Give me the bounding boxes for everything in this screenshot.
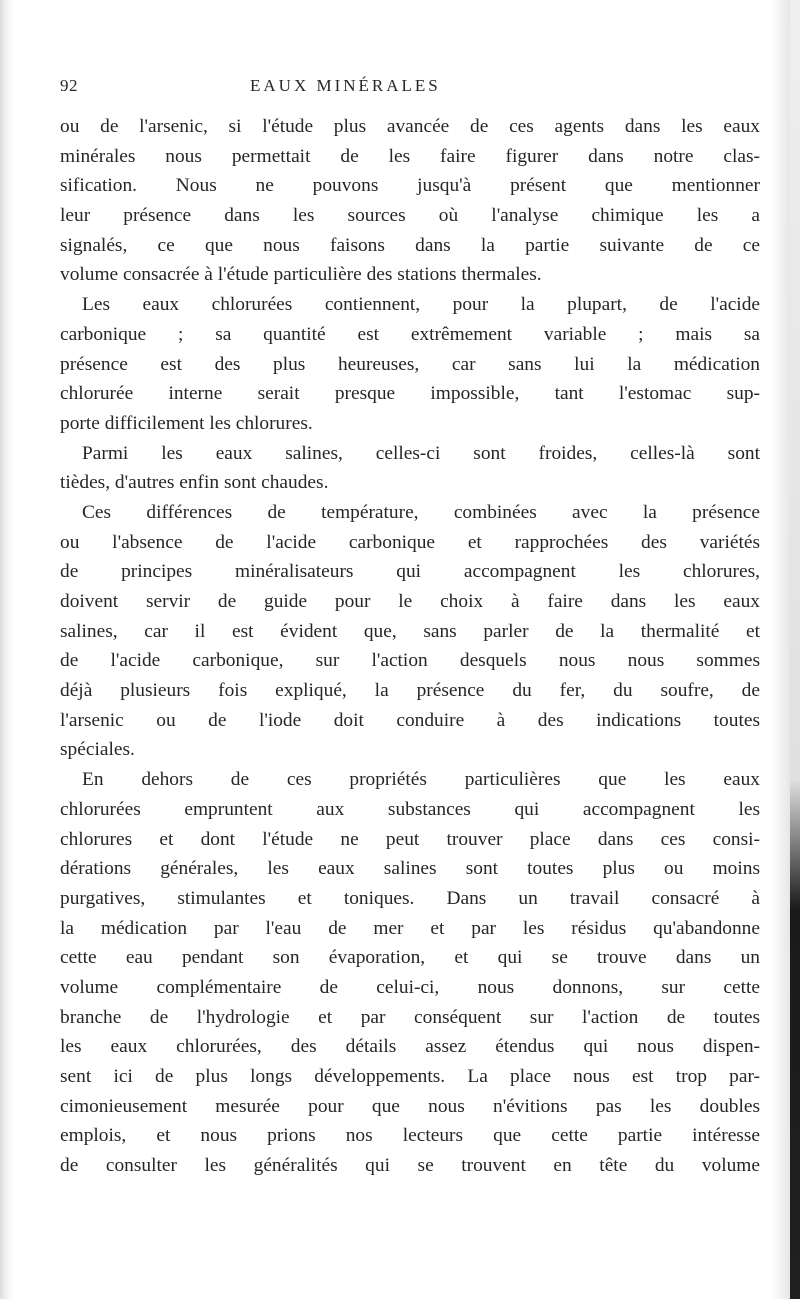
page-edge — [790, 0, 800, 1299]
text-line: la médication par l'eau de mer et par les résidus qu'abandonne — [60, 917, 760, 939]
text-line: purgatives, stimulantes et toniques. Dans un travail consacré à — [60, 887, 760, 909]
text-line: emplois, et nous prions nos lecteurs que cette partie intéresse — [60, 1125, 760, 1147]
text-line: déjà plusieurs fois expliqué, la présence du fer, du soufre, de — [60, 680, 760, 702]
page-number: 92 — [60, 76, 78, 95]
text-line: dérations générales, les eaux salines sont toutes plus ou moins — [60, 858, 760, 880]
text-line: les eaux chlorurées, des détails assez étendus qui nous dispen- — [60, 1036, 760, 1058]
text-line: Les eaux chlorurées contiennent, pour la plupart, de l'acide — [82, 294, 760, 316]
text-line: cette eau pendant son évaporation, et qui se trouve dans un — [60, 947, 760, 969]
text-line: de consulter les généralités qui se trouvent en tête du volume — [60, 1155, 760, 1177]
text-line: leur présence dans les sources où l'analyse chimique les a — [60, 205, 760, 227]
text-line: signalés, ce que nous faisons dans la partie suivante de ce — [60, 234, 760, 256]
text-line: de principes minéralisateurs qui accompagnent les chlorures, — [60, 561, 760, 583]
text-line: porte difficilement les chlorures. — [60, 412, 313, 434]
text-line: tièdes, d'autres enfin sont chaudes. — [60, 472, 329, 494]
text-line: cimonieusement mesurée pour que nous n'évitions pas les doubles — [60, 1095, 760, 1117]
body-text — [60, 112, 760, 1181]
text-line: chlorurées empruntent aux substances qui accompagnent les — [60, 798, 760, 820]
text-line: chlorures et dont l'étude ne peut trouver place dans ces consi- — [60, 828, 760, 850]
text-line: Parmi les eaux salines, celles-ci sont froides, celles-là sont — [82, 442, 760, 464]
text-line: salines, car il est évident que, sans parler de la thermalité et — [60, 620, 760, 642]
text-line: minérales nous permettait de les faire figurer dans notre clas- — [60, 145, 760, 167]
text-line: de l'acide carbonique, sur l'action desquels nous nous sommes — [60, 650, 760, 672]
text-line: sification. Nous ne pouvons jusqu'à présent que mentionner — [60, 175, 760, 197]
page-header — [60, 76, 760, 100]
text-line: présence est des plus heureuses, car sans lui la médication — [60, 353, 760, 375]
running-title: EAUX MINÉRALES — [250, 76, 441, 95]
text-line: ou de l'arsenic, si l'étude plus avancée de ces agents dans les eaux — [60, 116, 760, 137]
text-line: carbonique ; sa quantité est extrêmement variable ; mais sa — [60, 323, 760, 345]
text-line: volume complémentaire de celui-ci, nous donnons, sur cette — [60, 976, 760, 998]
text-line: ou l'absence de l'acide carbonique et rapprochées des variétés — [60, 531, 760, 553]
text-line: branche de l'hydrologie et par conséquent sur l'action de toutes — [60, 1006, 760, 1028]
text-line: spéciales. — [60, 739, 135, 761]
text-line: doivent servir de guide pour le choix à faire dans les eaux — [60, 591, 760, 612]
text-line: sent ici de plus longs développements. La place nous est trop par- — [60, 1066, 760, 1087]
text-line: volume consacrée à l'étude particulière des stations thermales. — [60, 264, 542, 286]
text-line: chlorurée interne serait presque impossible, tant l'estomac sup- — [60, 383, 760, 405]
text-line: l'arsenic ou de l'iode doit conduire à des indications toutes — [60, 709, 760, 731]
text-line: En dehors de ces propriétés particulières que les eaux — [82, 769, 760, 791]
text-line: Ces différences de température, combinées avec la présence — [82, 501, 760, 523]
